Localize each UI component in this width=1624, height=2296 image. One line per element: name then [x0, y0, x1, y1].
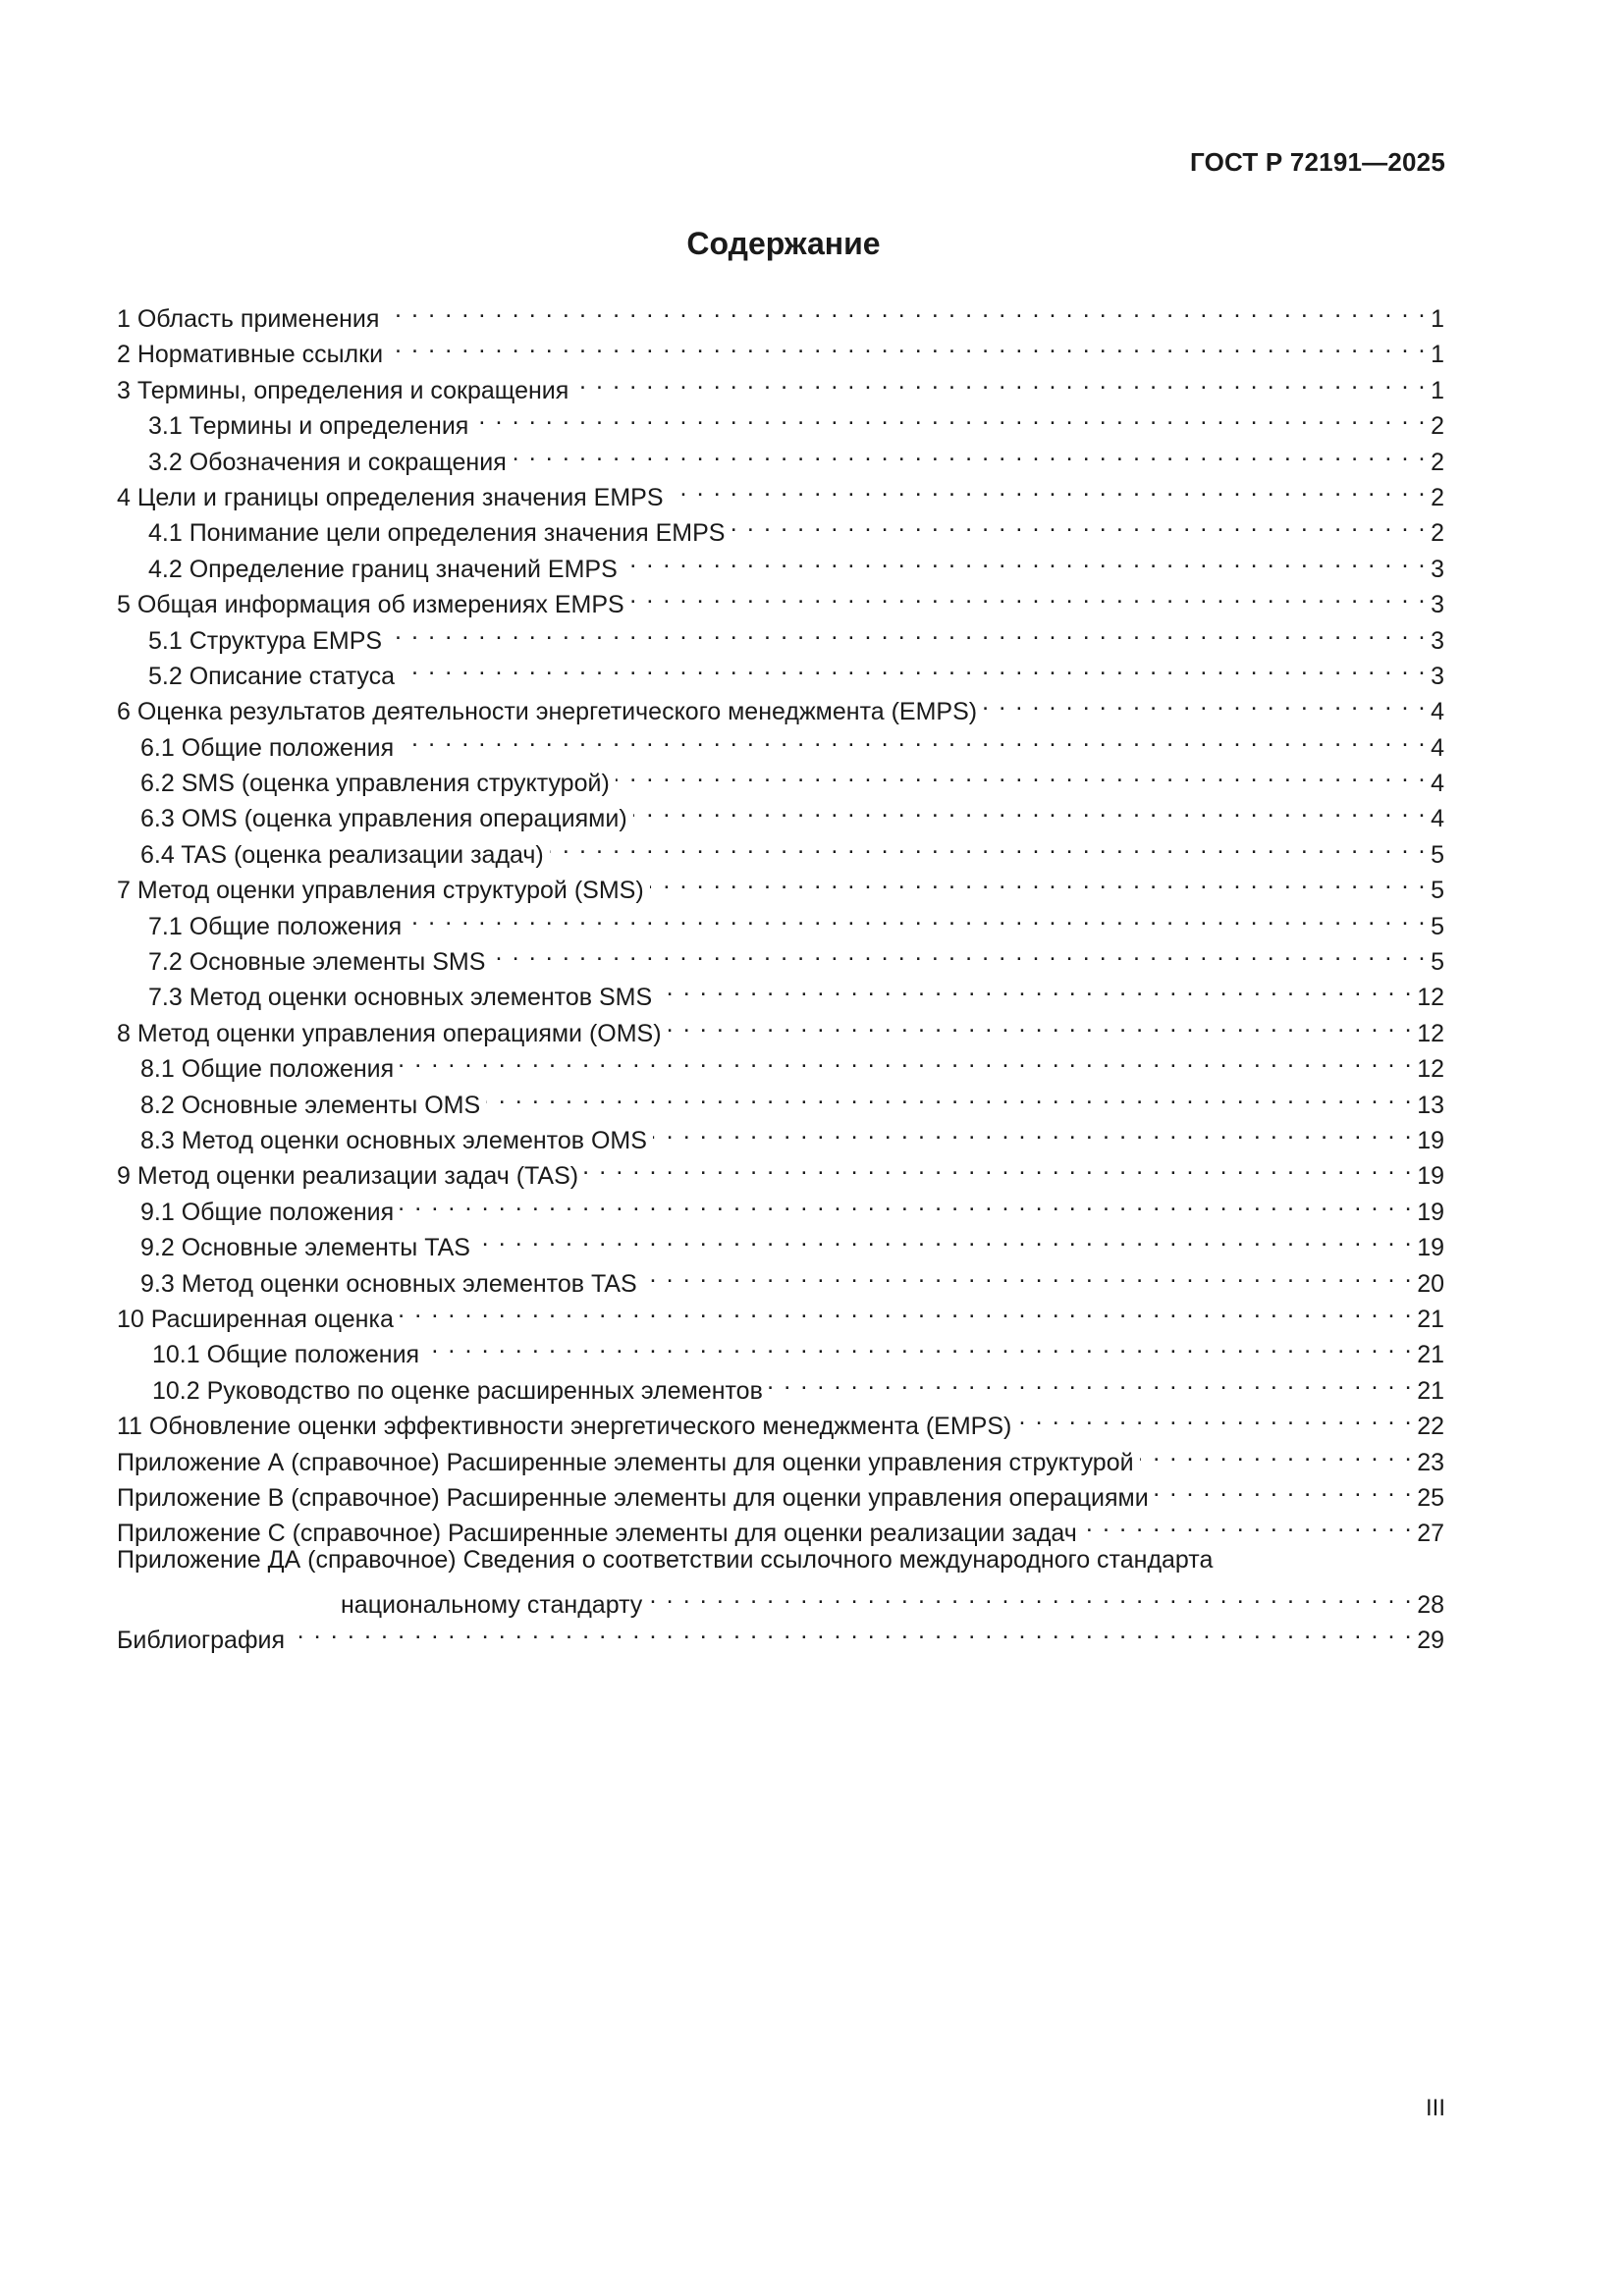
leader-dots	[1017, 1399, 1413, 1434]
toc-entry[interactable]	[117, 1613, 1444, 1655]
toc-page-number: 20	[1417, 1269, 1444, 1298]
toc-page-number: 19	[1417, 1162, 1444, 1191]
leader-dots	[623, 542, 1427, 577]
toc-page-number: 1	[1431, 341, 1444, 369]
toc-entry-label: 9.3 Метод оценки основных элементов TAS	[140, 1269, 637, 1298]
toc-page-number: 5	[1431, 912, 1444, 940]
leader-dots	[401, 649, 1427, 684]
leader-dots	[1083, 1506, 1413, 1541]
toc-entry-label: Библиография	[117, 1627, 286, 1655]
leader-dots	[668, 1006, 1414, 1041]
toc-page-number: 5	[1431, 877, 1444, 905]
toc-entry-label: Приложение А (справочное) Расширенные элементы для оценки управления структурой	[117, 1448, 1134, 1476]
leader-dots	[400, 1292, 1413, 1327]
toc-entry-label: 9.1 Общие положения	[140, 1198, 395, 1226]
toc-entry-label: 1 Область применения	[117, 305, 380, 333]
leader-dots	[550, 828, 1427, 863]
toc-page-number: 21	[1417, 1376, 1444, 1405]
leader-dots	[653, 1113, 1413, 1148]
toc-entry-label: 10.1 Общие положения	[152, 1341, 420, 1369]
toc-page-number: 2	[1431, 483, 1444, 511]
toc-entry-label: 6.2 SMS (оценка управления структурой)	[140, 770, 610, 798]
leader-dots	[616, 756, 1427, 791]
toc-page-number: 28	[1417, 1591, 1444, 1620]
table-of-contents	[117, 292, 1444, 1655]
toc-entry-label: 8.1 Общие положения	[140, 1055, 395, 1084]
leader-dots	[385, 292, 1427, 327]
toc-entry-label: 2 Нормативные ссылки	[117, 341, 384, 369]
toc-page-number: 21	[1417, 1305, 1444, 1333]
toc-page-number: 23	[1417, 1448, 1444, 1476]
leader-dots	[633, 791, 1427, 827]
leader-dots	[658, 970, 1413, 1005]
toc-entry-continuation[interactable]	[117, 1577, 1444, 1620]
toc-page-number: 3	[1431, 591, 1444, 619]
leader-dots	[425, 1327, 1413, 1362]
leader-dots	[400, 1041, 1413, 1077]
toc-page-number: 21	[1417, 1341, 1444, 1369]
toc-entry-label: 6.1 Общие положения	[140, 733, 395, 762]
toc-page-number: 12	[1417, 1019, 1444, 1047]
toc-entry-label: Приложение ДА (справочное) Сведения о соответствии ссылочного международного стандарта	[117, 1545, 1214, 1574]
toc-entry-label: 4.1 Понимание цели определения значения EMPS	[148, 519, 726, 548]
toc-entry-label: 3.2 Обозначения и сокращения	[148, 448, 507, 476]
leader-dots	[731, 506, 1427, 541]
toc-page-number: 3	[1431, 555, 1444, 583]
toc-entry-label: 9 Метод оценки реализации задач (TAS)	[117, 1162, 579, 1191]
toc-page-number: 2	[1431, 412, 1444, 441]
leader-dots	[486, 1078, 1413, 1113]
toc-page-number: 4	[1431, 770, 1444, 798]
toc-page-number: 4	[1431, 805, 1444, 833]
leader-dots	[584, 1148, 1413, 1184]
toc-entry-label: 3 Термины, определения и сокращения	[117, 376, 569, 404]
page-folio: III	[1425, 2095, 1445, 2121]
toc-entry-label: 7.1 Общие положения	[148, 912, 403, 940]
leader-dots	[983, 684, 1427, 720]
toc-entry-label: 8 Метод оценки управления операциями (OMS)	[117, 1019, 662, 1047]
toc-entry-label: 7.3 Метод оценки основных элементов SMS	[148, 984, 653, 1012]
toc-page-number: 22	[1417, 1413, 1444, 1441]
toc-page-number: 3	[1431, 662, 1444, 690]
toc-page-number: 12	[1417, 984, 1444, 1012]
leader-dots	[648, 1577, 1413, 1613]
toc-entry-label: 5.2 Описание статуса	[148, 662, 396, 690]
toc-page-number: 13	[1417, 1091, 1444, 1119]
toc-entry-label: Приложение В (справочное) Расширенные элементы для оценки управления операциями	[117, 1483, 1149, 1512]
leader-dots	[476, 1220, 1413, 1255]
toc-entry-label: 7 Метод оценки управления структурой (SMS)	[117, 877, 644, 905]
leader-dots	[474, 399, 1427, 434]
toc-entry-label: 6.3 OMS (оценка управления операциями)	[140, 805, 627, 833]
toc-entry-label: 8.2 Основные элементы OMS	[140, 1091, 481, 1119]
leader-dots	[630, 577, 1427, 613]
toc-page-number: 2	[1431, 519, 1444, 548]
leader-dots	[1140, 1435, 1414, 1470]
toc-entry-label: 9.2 Основные элементы TAS	[140, 1234, 470, 1262]
leader-dots	[389, 327, 1427, 362]
toc-entry-label: 5 Общая информация об измерениях EMPS	[117, 591, 624, 619]
leader-dots	[513, 435, 1427, 470]
leader-dots	[650, 863, 1427, 898]
toc-entry-label: 10 Расширенная оценка	[117, 1305, 394, 1333]
toc-page-number: 4	[1431, 733, 1444, 762]
toc-page-number: 4	[1431, 698, 1444, 726]
toc-entry-label: 3.1 Термины и определения	[148, 412, 469, 441]
leader-dots	[407, 899, 1427, 934]
toc-page-number: 27	[1417, 1520, 1444, 1548]
leader-dots	[1155, 1470, 1414, 1506]
toc-entry-label: Приложение С (справочное) Расширенные элементы для оценки реализации задач	[117, 1520, 1077, 1548]
toc-entry-label: 7.2 Основные элементы SMS	[148, 948, 486, 977]
toc-page-number: 1	[1431, 305, 1444, 333]
leader-dots	[670, 470, 1428, 506]
leader-dots	[491, 934, 1427, 970]
toc-entry-label: 4 Цели и границы определения значения EMPS	[117, 483, 664, 511]
toc-page-number: 19	[1417, 1126, 1444, 1154]
toc-entry-label: национальному стандарту	[341, 1591, 643, 1620]
toc-page-number: 2	[1431, 448, 1444, 476]
leader-dots	[643, 1256, 1413, 1292]
toc-page-number: 5	[1431, 840, 1444, 869]
toc-page-number: 5	[1431, 948, 1444, 977]
toc-page-number: 12	[1417, 1055, 1444, 1084]
toc-entry-label: 6.4 TAS (оценка реализации задач)	[140, 840, 544, 869]
toc-entry[interactable]	[117, 1542, 1444, 1577]
leader-dots	[574, 363, 1427, 399]
leader-dots	[400, 1185, 1413, 1220]
leader-dots	[388, 614, 1427, 649]
toc-entry-label: 8.3 Метод оценки основных элементов OMS	[140, 1126, 647, 1154]
toc-page-number: 25	[1417, 1483, 1444, 1512]
leader-dots	[400, 721, 1427, 756]
toc-entry[interactable]	[117, 292, 1444, 333]
toc-page-number: 3	[1431, 626, 1444, 655]
leader-dots	[291, 1613, 1413, 1648]
toc-page-number: 19	[1417, 1234, 1444, 1262]
toc-page-number: 1	[1431, 376, 1444, 404]
toc-entry-label: 5.1 Структура EMPS	[148, 626, 383, 655]
toc-entry-label: 4.2 Определение границ значений EMPS	[148, 555, 618, 583]
toc-entry-label: 11 Обновление оценки эффективности энергетического менеджмента (EMPS)	[117, 1413, 1012, 1441]
toc-entry-label: 10.2 Руководство по оценке расширенных элементов	[152, 1376, 763, 1405]
leader-dots	[769, 1363, 1413, 1399]
toc-entry-label: 6 Оценка результатов деятельности энергетического менеджмента (EMPS)	[117, 698, 978, 726]
toc-page-number: 19	[1417, 1198, 1444, 1226]
toc-page-number: 29	[1417, 1627, 1444, 1655]
toc-title: Содержание	[686, 226, 881, 261]
standard-code: ГОСТ Р 72191—2025	[1190, 147, 1445, 177]
